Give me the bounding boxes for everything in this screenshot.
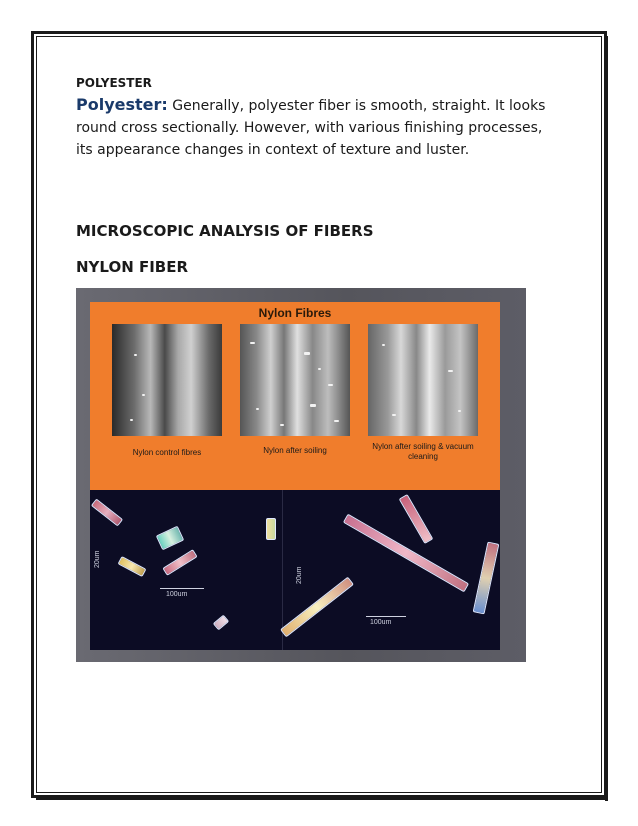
scale-bar	[160, 588, 204, 589]
page-border-shadow-right	[605, 36, 608, 801]
scale-label-horizontal: 100um	[370, 619, 392, 626]
sem-image-vacuumed	[368, 324, 478, 436]
fibre-segment	[280, 577, 354, 638]
fibre-segment	[473, 542, 500, 615]
polarized-micrograph-panel	[90, 490, 500, 650]
section-title: MICROSCOPIC ANALYSIS OF FIBERS	[76, 222, 374, 240]
polyester-heading: POLYESTER	[76, 76, 152, 90]
fibre-segment	[156, 526, 185, 551]
sem-panel	[90, 302, 500, 490]
caption-control: Nylon control fibres	[132, 448, 202, 457]
page-border-shadow-bottom	[36, 797, 608, 800]
caption-vacuumed: Nylon after soiling & vacuum cleaning	[372, 442, 474, 461]
scale-label-vertical: 20um	[296, 566, 303, 584]
fibre-segment	[162, 549, 197, 576]
polyester-paragraph	[76, 94, 562, 161]
scale-label-vertical: 20um	[94, 550, 101, 568]
nylon-fibres-figure	[76, 288, 526, 662]
scale-label-horizontal: 100um	[166, 591, 188, 598]
fibre-segment	[91, 498, 123, 526]
fibre-segment	[343, 514, 469, 593]
scale-bar	[366, 616, 406, 617]
caption-soiled: Nylon after soiling	[263, 446, 327, 455]
fibre-segment	[213, 615, 230, 631]
polyester-body: Generally, polyester fiber is smooth, straight. It looks round cross sectionally. However, with various finishing processes, its appearance changes in context of texture and luster.	[76, 98, 546, 158]
fibre-segment	[118, 556, 147, 577]
sem-image-control	[112, 324, 222, 436]
fibre-segment	[266, 518, 276, 540]
nylon-subtitle: NYLON FIBER	[76, 258, 189, 276]
fibre-segment	[399, 494, 434, 544]
sem-image-soiled	[240, 324, 350, 436]
polyester-lead: Polyester:	[76, 95, 168, 114]
figure-title: Nylon Fibres	[258, 306, 332, 320]
